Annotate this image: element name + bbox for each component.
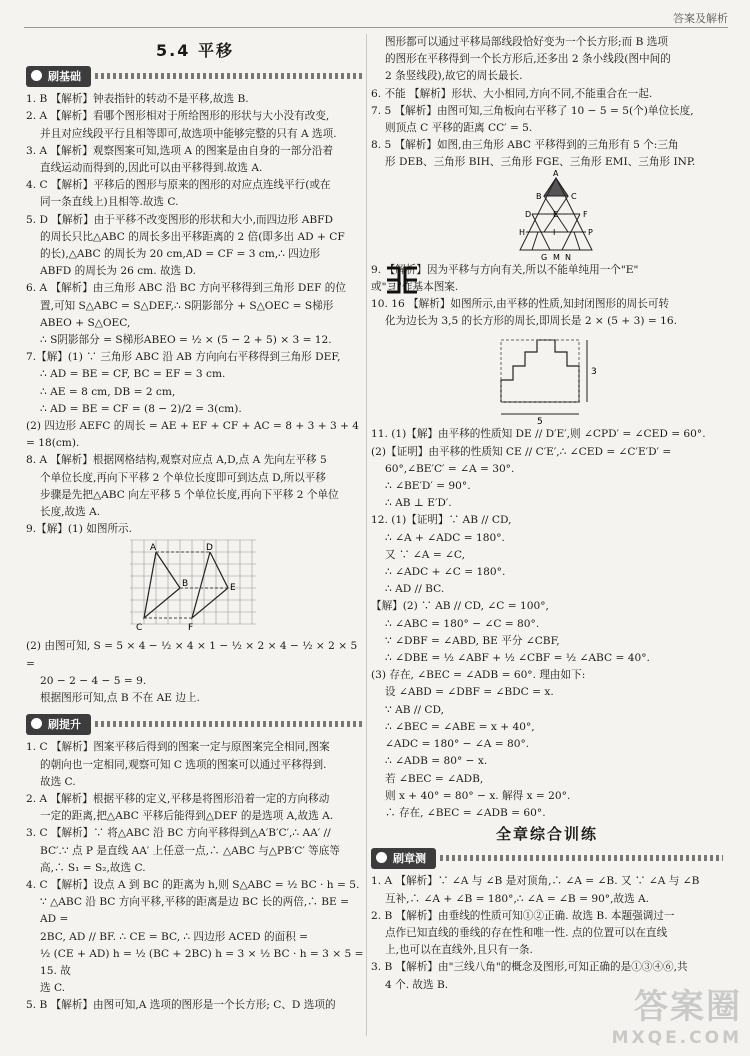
answer-line: BC′.∵ 点 P 是直线 AA′ 上任意一点,∴ △ABC 与△PB′C′ 等底等 [40,844,340,857]
page-header: 答案及解析 [673,12,728,25]
answer-line: 设 ∠ABD = ∠DBF = ∠BDC = x. [385,686,554,699]
answer-line: ∴ ∠DBE = ½ ∠ABF + ½ ∠CBF = ½ ∠ABC = 40°. [385,652,650,665]
answer-line: ∴ ∠A + ∠ADC = 180°. [385,531,505,544]
grid-label-b: B [182,579,189,590]
header-rule [24,27,728,28]
answer-line: 9. 【解析】因为平移与方向有关,所以不能单纯用一个"E" [371,263,639,276]
answer-line: 1. B 【解析】钟表指针的转动不是平移,故选 B. [26,93,249,106]
answer-line: 置,可知 S△ABC = S△DEF,∴ S阴影部分 + S△OEC = S梯形ABEO + S△OEC, [40,299,334,329]
dim-height: 3 [591,367,597,378]
tri-label-c: C [571,191,577,201]
answer-line: 或"ヨ"作基本图案. [371,280,459,293]
tri-label-h: H [519,227,526,237]
q9-block [371,262,723,331]
answer-line: ∴ S阴影部分 = S梯形ABEO = ½ × (5 − 2 + 5) × 3 = 12. [40,334,332,347]
answer-line: 9.【解】(1) 如图所示. [26,523,133,536]
answer-line: 10. 16 【解析】如图所示,由平移的性质,知封闭图形的周长可转 [371,298,670,311]
chapter-title: 全章综合训练 [495,825,598,844]
answer-line: 1. C 【解析】图案平移后得到的图案一定与原图案完全相同,图案 [26,741,330,754]
answer-line: 则顶点 C 平移的距离 CC′ = 5. [385,122,533,135]
answer-line: ∵ △ABC 沿 BC 方向平移,平移的距离是边 BC 长的两倍,∴ BE = AD = [40,896,349,926]
answer-line: 3. A 【解析】观察图案可知,选项 A 的图案是由自身的一部分沿着 [26,144,334,157]
answer-line: 步骤是先把△ABC 向左平移 5 个单位长度,再向下平移 2 个单位 [40,488,339,501]
answer-line: 4. C 【解析】平移后的图形与原来的图形的对应点连线平行(或在 [26,179,331,192]
answer-line: 的周长只比△ABC 的周长多出平移距离的 2 倍(即多出 AD + CF [40,230,345,243]
right-column [371,34,723,994]
answer-line: (2) 由图可知, S = 5 × 4 − ½ × 4 × 1 − ½ × 2 × 4 − ½ × 2 × 5 = [26,640,358,670]
grid-label-a: A [150,543,157,554]
tri-label-p: P [588,227,593,237]
banner-advance-label: 刷提升 [26,714,91,735]
answer-line: ∠ADC = 180° − ∠A = 80°. [385,738,530,751]
answer-line: 【解】(2) ∵ AB // CD, ∠C = 100°, [371,600,549,613]
answer-line: 根据图形可知,点 B 不在 AE 边上. [40,692,200,705]
answer-line: 同一条直线上)且相等.故选 C. [40,196,179,209]
watermark-url: MXQE.COM [611,1028,742,1048]
basic-answers [26,91,364,538]
answer-line: ∴ ∠ADC + ∠C = 180°. [385,566,506,579]
answer-line: ∴ AD // BC. [385,583,445,596]
column-divider [366,34,367,1036]
answer-line: ∵ ∠DBF = ∠ABD, BE 平分 ∠CBF, [385,634,560,647]
answer-line: 2. B 【解析】由垂线的性质可知①②正确. 故选 B. 本题强调过一 [371,909,675,922]
tri-label-i: I [553,227,556,237]
answer-line: 5. D 【解析】由于平移不改变图形的形状和大小,而四边形 ABFD [26,213,334,226]
grid-label-c: C [136,623,143,634]
answer-line: 互补,∴ ∠A + ∠B = 180°,∴ ∠A = ∠B = 90°,故选 A. [385,892,650,905]
answer-line: (2) 四边形 AEFC 的周长 = AE + EF + CF + AC = 8 + 3 + 3 + 4 = 18(cm). [26,420,360,450]
answer-line: 并且对应线段平行且相等即可,故选项中能够完整的只有 A 选项. [40,127,337,140]
tri-label-d: D [525,209,532,219]
answer-line: 的图形在平移得到一个长方形后,还多出 2 条小线段(图中间的 [385,53,671,66]
banner-chapter-label: 刷章测 [371,848,436,869]
answer-line: 4. C 【解析】设点 A 到 BC 的距离为 h,则 S△ABC = ½ BC · h = 5. [26,878,360,891]
answer-line: 高,∴ S₁ = S₂,故选 C. [40,861,146,874]
tri-label-m: M [553,252,560,262]
answer-line: 11. (1)【解】由平移的性质知 DE // D′E′,则 ∠CPD′ = ∠CED = 60°. [371,428,706,441]
answer-line: 一定的距离,把△ABC 平移后能得到△DEF 的是选项 A,故选 A. [40,810,334,823]
answer-line: ∴ 存在, ∠BEC = ∠ADB = 60°. [385,806,546,819]
answer-line: 60°,∠BE′C′ = ∠A = 30°. [385,462,515,475]
answer-line: 化为边长为 3,5 的长方形的周长,即周长是 2 × (5 + 3) = 16. [385,315,677,328]
answer-line: 直线运动而得到的,因此可以由平移得到.故选 A. [40,162,263,175]
banner-bar [440,855,723,861]
grid-label-e: E [230,583,236,594]
answer-line: 6. 不能 【解析】形状、大小相同,方向不同,不能重合在一起. [371,87,653,100]
answer-line: 故选 C. [40,775,76,788]
answer-line: ∴ AD = BE = CF, BC = EF = 3 cm. [40,368,226,381]
answer-line: 7.【解】(1) ∵ 三角形 ABC 沿 AB 方向向右平移得到三角形 DEF, [26,351,341,364]
answer-line: 若 ∠BEC = ∠ADB, [385,772,484,785]
answer-line: ∵ AB // CD, [385,703,445,716]
answer-line: 的朝向也一定相同,观察可知 C 选项的图案可以通过平移得到. [40,758,327,771]
banner-advance [26,713,364,735]
answer-line: ½ (CE + AD) h = ½ (BC + 2BC) h = 3 × ½ BC · h = 3 × 5 = 15. 故 [40,947,364,977]
answer-line: 点作已知直线的垂线的存在性和唯一性. 点的位置可以在直线 [385,926,668,939]
answer-line: 2. A 【解析】看哪个图形相对于所给图形的形状与大小没有改变, [26,110,330,123]
answer-line: 又 ∵ ∠A = ∠C, [385,548,466,561]
tri-label-a: A [553,168,559,178]
tri-label-f: F [583,209,588,219]
answer-line: 图形都可以通过平移局部线段恰好变为一个长方形;而 B 选项 [385,36,668,48]
section-title: 5.4 平移 [156,41,234,60]
e-shape-icon [385,264,421,296]
answer-line: 8. 5 【解析】如图,由三角形 ABC 平移得到的三角形有 5 个:三角 [371,139,679,152]
answer-line: (3) 存在, ∠BEC = ∠ADB = 60°. 理由如下: [371,669,586,682]
answer-line: 个单位长度,再向下平移 2 个单位长度即可到达点 D,所以平移 [40,471,326,484]
answer-line: 的长),△ABC 的周长为 20 cm,AD = CF = 3 cm,∴ 四边形 [40,248,321,261]
grid-label-d: D [206,543,213,554]
banner-basic-label: 刷基础 [26,66,91,87]
answer-line: 8. A 【解析】根据网格结构,观察对应点 A,D,点 A 先向左平移 5 [26,454,327,467]
answer-line: 12. (1)【证明】∵ AB // CD, [371,514,512,527]
answer-line: 1. A 【解析】∵ ∠A 与 ∠B 是对顶角,∴ ∠A = ∠B. 又 ∵ ∠A 与 ∠B [371,875,700,888]
tri-label-g: G [541,252,548,262]
answer-line: 20 − 2 − 4 − 5 = 9. [40,674,147,687]
advance-answers [26,739,364,1014]
watermark [612,979,742,1048]
answer-line: 2. A 【解析】根据平移的定义,平移是将图形沿着一定的方向移动 [26,792,330,805]
answer-line: 选 C. [40,982,66,995]
answer-line: ∴ AD = BE = CF = (8 − 2)/2 = 3(cm). [40,402,242,415]
answer-line: (2)【证明】由平移的性质知 CE // C′E′,∴ ∠CED = ∠C′E′D′ = [371,445,672,458]
staircase-figure [371,330,723,426]
answer-line: 6. A 【解析】由三角形 ABC 沿 BC 方向平移得到三角形 DEF 的位 [26,282,346,295]
dim-width: 5 [537,417,543,428]
banner-bar [95,73,364,79]
right-answers-3 [371,426,723,822]
right-answers-1 [371,34,723,172]
tri-label-e: E [553,209,559,219]
answer-line: 2BC, AD // BF. ∴ CE = BC, ∴ 四边形 ACED 的面积 = [40,930,309,943]
answer-line: 3. C 【解析】∵ 将△ABC 沿 BC 方向平移得到△A′B′C′,∴ AA′ // [26,827,331,840]
answer-line: 2 条竖线段),故它的周长最长. [385,70,523,83]
watermark-logo: 答案圈 [634,987,742,1027]
answer-line: ∴ ∠BE′D′ = 90°. [385,480,471,493]
tri-label-n: N [565,252,571,262]
answer-line: ∴ ∠ABC = 180° − ∠C = 80°. [385,617,540,630]
left-column [26,34,364,1015]
answer-line: 3. B 【解析】由"三线八角"的概念及图形,可知正确的是①③④⑥,共 [371,961,688,974]
answer-line: 则 x + 40° = 80° − x. 解得 x = 20°. [385,789,571,802]
tri-label-b: B [536,191,542,201]
answer-line: 5. B 【解析】由图可知,A 选项的图形是一个长方形; C、D 选项的 [26,999,336,1012]
answer-line: ∴ ∠ADB = 80° − x. [385,755,488,768]
banner-basic [26,65,364,87]
answer-line: ABFD 的周长为 26 cm. 故选 D. [40,265,196,278]
chapter-answers [371,873,723,993]
staircase-diagram [495,332,605,426]
basic-answers-cont [26,638,364,707]
grid-figure [26,538,364,638]
grid-translation-diagram [130,538,260,636]
answer-line: 7. 5 【解析】由图可知,三角板向右平移了 10 − 5 = 5(个)单位长度, [371,104,694,117]
right-answers-2 [371,262,723,331]
answer-line: 长度,故选 A. [40,506,101,519]
answer-line: 形 DEB、三角形 BIH、三角形 FGE、三角形 EMI、三角形 INP. [385,156,696,169]
answer-line: ∴ AB ⊥ E′D′. [385,497,452,510]
triangle-figure [371,168,723,262]
answer-line: 4 个. 故选 B. [385,978,449,991]
banner-chapter [371,847,723,869]
answer-line: ∴ AE = 8 cm, DB = 2 cm, [40,385,176,398]
answer-line: 上,也可以在直线外,且只有一条. [385,944,533,957]
grid-label-f: F [188,623,194,634]
triangle-translation-diagram [511,168,601,262]
answer-line: ∴ ∠BEC = ∠ABE = x + 40°, [385,720,535,733]
banner-bar [95,721,364,727]
